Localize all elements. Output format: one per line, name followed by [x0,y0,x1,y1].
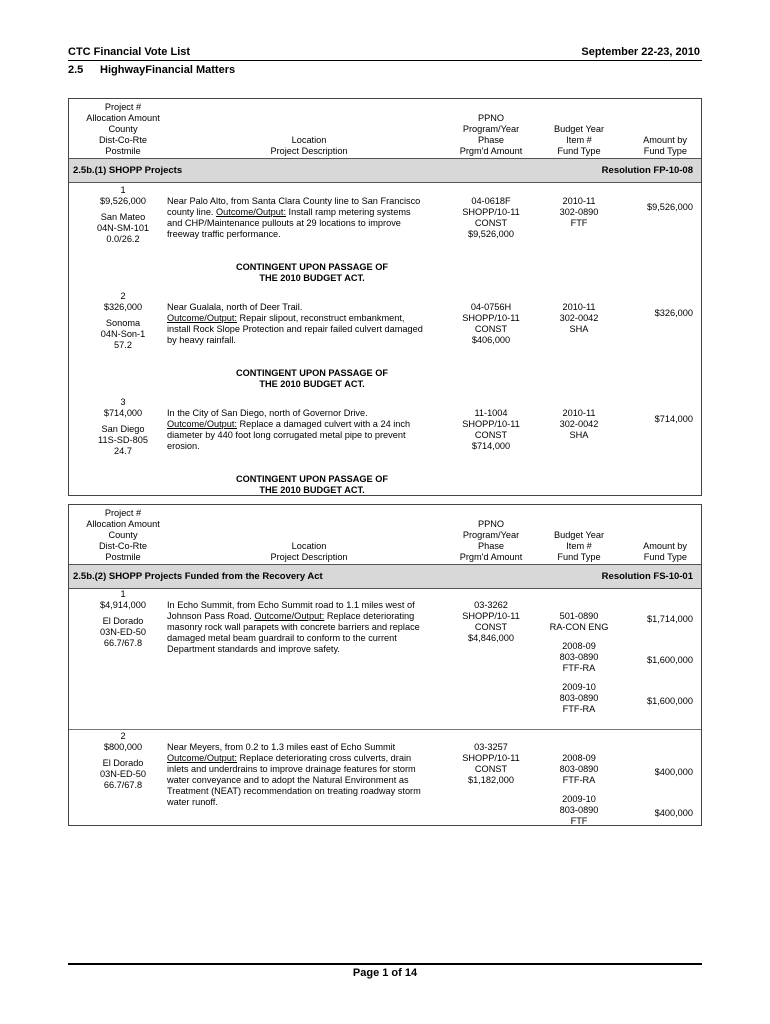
section-title: HighwayFinancial Matters [100,64,236,76]
budget-info: 2010-11 302-0042 SHA [559,302,599,334]
page-number: Page 1 of 14 [352,967,418,979]
budget-info: 2008-09 803-0890 FTF-RA [559,641,599,673]
col-header-amount: Amount by Fund Type [643,135,687,156]
budget-info: 2008-09 803-0890 FTF-RA [559,753,599,785]
col-header-amount: Amount by Fund Type [643,541,687,562]
col-header-ppno: PPNO Program/Year Phase Prgm'd Amount [459,519,523,562]
table-shopp-projects [68,98,702,496]
header-rule [68,60,702,61]
contingent-note: CONTINGENT UPON PASSAGE OF THE 2010 BUDGET ACT. [236,474,388,495]
col-header-ppno: PPNO Program/Year Phase Prgm'd Amount [459,113,523,156]
project-info: 1 $4,914,000 El Dorado 03N-ED-50 66.7/67.8 [100,589,146,648]
col-header-project: Project # Allocation Amount County Dist-Co-Rte Postmile [86,102,160,156]
project-info: 3 $714,000 San Diego 11S-SD-805 24.7 [98,397,148,456]
col-header-budget: Budget Year Item # Fund Type [553,124,605,156]
project-info: 2 $326,000 Sonoma 04N-Son-1 57.2 [100,291,146,350]
footer-rule [68,963,702,965]
budget-info: 2010-11 302-0890 FTF [559,196,599,228]
resolution-label: Resolution FP-10-08 [601,165,693,176]
ppno-info: 03-3257 SHOPP/10-11 CONST $1,182,000 [462,742,520,785]
fund-amount: $400,000 [654,808,693,818]
row-divider [69,729,701,730]
section-band [69,158,701,183]
table-recovery-act-projects [68,504,702,826]
section-label: 2.5b.(1) SHOPP Projects [73,165,183,176]
fund-amount: $326,000 [654,308,693,318]
budget-info: 2009-10 803-0890 FTF [559,794,599,826]
budget-info: 501-0890 RA-CON ENG [549,611,609,632]
ppno-info: 04-0756H SHOPP/10-11 CONST $406,000 [462,302,520,345]
project-info: 2 $800,000 El Dorado 03N-ED-50 66.7/67.8 [100,731,146,790]
contingent-note: CONTINGENT UPON PASSAGE OF THE 2010 BUDGET ACT. [236,368,388,389]
ppno-info: 03-3262 SHOPP/10-11 CONST $4,846,000 [462,600,520,643]
col-header-location: Location Project Description [270,135,348,156]
resolution-label: Resolution FS-10-01 [601,571,693,582]
fund-amount: $714,000 [654,414,693,424]
document-title: CTC Financial Vote List [68,46,191,58]
budget-info: 2010-11 302-0042 SHA [559,408,599,440]
col-header-budget: Budget Year Item # Fund Type [553,530,605,562]
budget-info: 2009-10 803-0890 FTF-RA [559,682,599,714]
section-band [69,564,701,589]
project-description: In Echo Summit, from Echo Summit road to 1.1 miles west of Johnson Pass Road. Outcome/Output: Replace deteriorating masonry rock wall parapets with concrete barriers and replace damaged metal beam guardrail to conform to the current Department standards and improve safety. [167,600,420,654]
ppno-info: 11-1004 SHOPP/10-11 CONST $714,000 [462,408,520,451]
fund-amount: $400,000 [654,767,693,777]
section-label: 2.5b.(2) SHOPP Projects Funded from the Recovery Act [73,571,323,582]
section-number: 2.5 [68,64,84,76]
project-info: 1 $9,526,000 San Mateo 04N-SM-101 0.0/26.2 [96,185,150,244]
project-description: Near Meyers, from 0.2 to 1.3 miles east of Echo Summit Outcome/Output: Replace deteriorating cross culverts, drain inlets and underdrains to improve drainage features for storm water conveyance and to adopt the Natural Environment as Treatment (NEAT) recommendation on treating roadway storm water runoff. [167,742,421,807]
project-description: Near Gualala, north of Deer Trail. Outcome/Output: Repair slipout, reconstruct embankment, install Rock Slope Protection and repair failed culvert damaged by heavy rainfall. [167,302,423,345]
project-description: In the City of San Diego, north of Governor Drive. Outcome/Output: Replace a damaged culvert with a 24 inch diameter by 440 foot long corrugated metal pipe to prevent erosion. [167,408,411,451]
fund-amount: $1,600,000 [647,655,693,665]
col-header-project: Project # Allocation Amount County Dist-Co-Rte Postmile [86,508,160,562]
fund-amount: $1,600,000 [647,696,693,706]
fund-amount: $9,526,000 [647,202,693,212]
contingent-note: CONTINGENT UPON PASSAGE OF THE 2010 BUDGET ACT. [236,262,388,283]
col-header-location: Location Project Description [270,541,348,562]
fund-amount: $1,714,000 [647,614,693,624]
document-date: September 22-23, 2010 [581,46,700,58]
project-description: Near Palo Alto, from Santa Clara County line to San Francisco county line. Outcome/Output: Install ramp metering systems and CHP/Maintenance pullouts at 29 locations to improve freeway traffic performance. [167,196,421,239]
ppno-info: 04-0618F SHOPP/10-11 CONST $9,526,000 [462,196,520,239]
